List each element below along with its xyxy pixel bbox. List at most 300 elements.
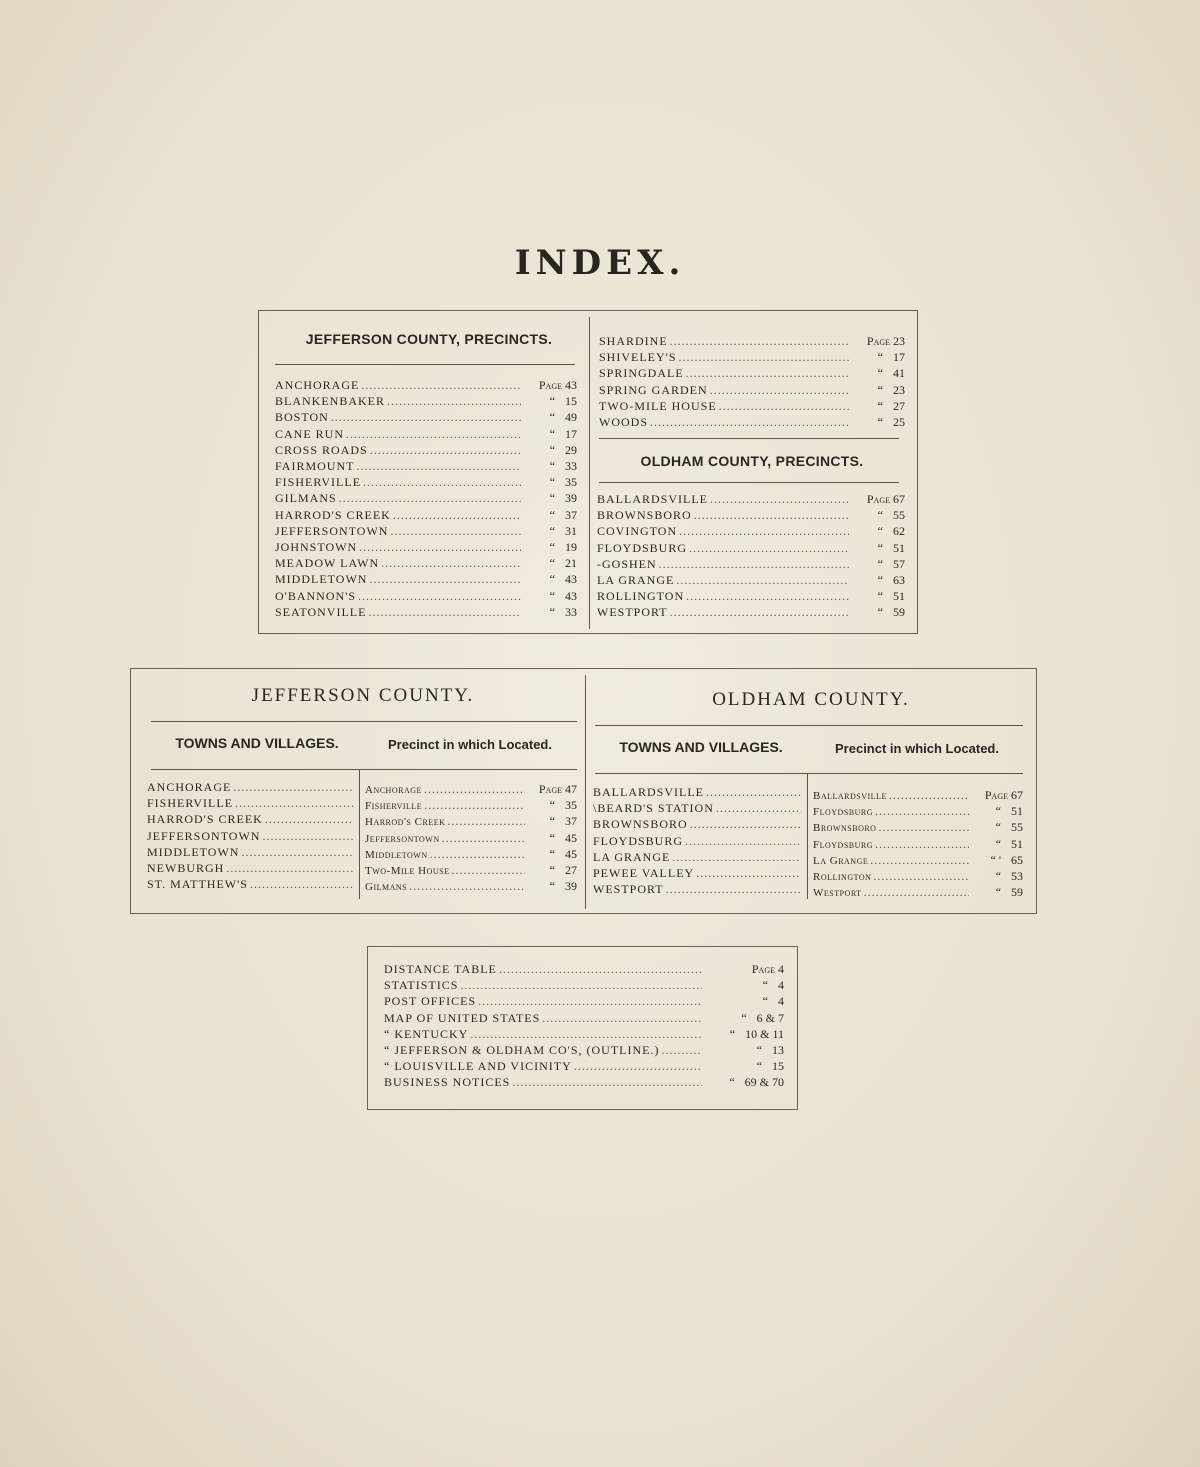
entry-page-ref — [851, 540, 905, 556]
leader-dots — [719, 398, 849, 414]
entry-page-ref — [523, 409, 577, 425]
entry-page-ref — [971, 868, 1023, 884]
leader-dots — [478, 993, 702, 1009]
leader-dots — [235, 795, 353, 811]
leader-dots — [424, 797, 525, 813]
entry-page-ref — [851, 556, 905, 572]
page-number: 43 — [565, 572, 577, 587]
page-label: “ — [549, 426, 555, 441]
page-label: “ — [549, 588, 555, 603]
page-label: “ — [741, 1010, 747, 1025]
index-entry — [384, 993, 784, 1009]
leader-dots — [346, 426, 521, 442]
page-number: 55 — [893, 508, 905, 523]
leader-dots — [870, 852, 969, 868]
page-label: “ — [549, 410, 555, 425]
entry-page-ref — [971, 787, 1023, 803]
entry-name: Jeffersontown — [365, 832, 440, 845]
leader-dots — [878, 819, 969, 835]
entry-page-ref — [851, 572, 905, 588]
town-entry — [593, 800, 803, 816]
index-entry — [597, 523, 905, 539]
index-entry — [597, 556, 905, 572]
leader-dots — [358, 588, 521, 604]
page-label: “ — [549, 556, 555, 571]
leader-dots — [679, 523, 849, 539]
leader-dots — [686, 588, 849, 604]
town-entry — [593, 816, 803, 832]
town-name: PEWEE VALLEY — [593, 866, 695, 880]
town-entry — [593, 865, 803, 881]
leader-dots — [381, 555, 521, 571]
index-entry — [275, 377, 577, 393]
entry-name: Anchorage — [365, 784, 422, 796]
page-number: 4 — [778, 962, 784, 976]
entry-name: HARROD'S CREEK — [275, 507, 391, 522]
entry-name: MAP OF UNITED STATES — [384, 1010, 541, 1025]
index-entry — [365, 781, 577, 798]
entry-page-ref — [851, 491, 905, 507]
page-number: 43 — [565, 588, 577, 603]
page-label: “ — [995, 820, 1001, 835]
page-label: “ — [877, 573, 883, 587]
index-entry — [384, 1058, 784, 1074]
page-label: Page — [984, 788, 1008, 802]
page-label: “ — [549, 394, 555, 409]
page-number: 51 — [893, 589, 905, 604]
page-number: 39 — [565, 879, 577, 894]
entry-name: SHIVELEY'S — [599, 350, 677, 365]
oldham-precincts-top-rule — [599, 438, 899, 439]
entry-page-ref — [523, 539, 577, 555]
leader-dots — [452, 862, 525, 878]
page-number: 29 — [565, 442, 577, 457]
index-entry — [275, 604, 577, 620]
entry-page-ref — [523, 442, 577, 458]
page-number: 55 — [1011, 820, 1023, 835]
page-label: “ — [877, 382, 883, 397]
entry-name: SPRING GARDEN — [599, 382, 708, 397]
entry-page-ref — [704, 993, 784, 1009]
leader-dots — [226, 860, 353, 876]
index-entry — [384, 1026, 784, 1042]
page-label: “ — [877, 556, 883, 571]
entry-name: GILMANS — [275, 491, 337, 506]
town-name: FISHERVILLE — [147, 796, 234, 811]
leader-dots — [390, 523, 521, 539]
page-number: 51 — [893, 540, 905, 555]
town-entry — [593, 784, 803, 800]
entry-name: Westport — [813, 887, 862, 900]
index-entry — [275, 588, 577, 604]
leader-dots — [430, 846, 525, 862]
page-number: 10 & 11 — [745, 1026, 784, 1041]
leader-dots — [447, 813, 525, 829]
page-number: 69 & 70 — [744, 1075, 784, 1090]
entry-name: ROLLINGTON — [597, 589, 685, 604]
entry-page-ref — [971, 803, 1023, 819]
page-label: “ — [549, 604, 555, 619]
leader-dots — [409, 878, 525, 894]
page-number: 57 — [893, 556, 905, 571]
index-entry — [813, 884, 1023, 901]
page-label: “ — [549, 863, 555, 877]
entry-page-ref — [523, 523, 577, 539]
page-number: 27 — [565, 863, 577, 877]
index-entry — [597, 507, 905, 523]
index-entry — [275, 426, 577, 442]
page-number: 27 — [893, 398, 905, 413]
index-entry — [275, 458, 577, 474]
page-label: “ — [762, 978, 768, 993]
leader-dots — [370, 442, 521, 458]
index-entry — [597, 588, 905, 604]
leader-dots — [368, 604, 521, 620]
town-entry — [147, 828, 355, 844]
index-entry — [597, 604, 905, 620]
index-entry — [275, 571, 577, 587]
entry-page-ref — [523, 588, 577, 604]
page-number: 35 — [565, 475, 577, 490]
page-label: “ — [549, 879, 555, 894]
entry-page-ref — [851, 398, 905, 414]
entry-name: FLOYDSBURG — [597, 540, 688, 555]
leader-dots — [650, 414, 849, 430]
entry-page-ref — [704, 1026, 784, 1042]
page-label: Page — [866, 492, 890, 506]
page-number: 35 — [565, 798, 577, 813]
leader-dots — [706, 784, 801, 800]
page-number: 37 — [565, 507, 577, 522]
leader-dots — [659, 556, 849, 572]
page-label: “ — [549, 798, 555, 813]
page-label: “ — [877, 589, 883, 604]
town-entry — [147, 876, 355, 892]
index-entry — [275, 539, 577, 555]
entry-name: Harrod's Creek — [365, 816, 446, 829]
page-number: 65 — [1011, 852, 1023, 867]
leader-dots — [460, 977, 702, 993]
entry-name: LA GRANGE — [597, 573, 675, 587]
leader-dots — [889, 787, 969, 803]
leader-dots — [690, 816, 801, 832]
page-label: “ — [762, 994, 768, 1009]
index-entry — [384, 1042, 784, 1058]
page-label: “ — [549, 491, 555, 506]
entry-name: MEADOW LAWN — [275, 556, 380, 571]
index-entry — [275, 409, 577, 425]
index-entry — [813, 787, 1023, 804]
entry-page-ref — [523, 458, 577, 474]
entry-page-ref — [523, 507, 577, 523]
index-entry — [365, 797, 577, 814]
entry-name: Two-Mile House — [365, 865, 450, 877]
page-label: “ — [877, 350, 883, 365]
page-label: “ — [549, 846, 555, 861]
entry-page-ref — [523, 555, 577, 571]
leader-dots — [689, 540, 849, 556]
index-entry — [365, 878, 577, 895]
towns-villages-box — [130, 668, 1037, 914]
town-name: JEFFERSONTOWN — [147, 828, 261, 843]
page-label: “ — [877, 366, 883, 381]
entry-page-ref — [971, 836, 1023, 852]
leader-dots — [716, 800, 801, 816]
entry-page-ref — [704, 961, 784, 977]
page-number: 37 — [565, 814, 577, 829]
entry-name: CANE RUN — [275, 426, 345, 441]
index-entry — [597, 491, 905, 507]
index-entry — [275, 490, 577, 506]
entry-page-ref — [527, 878, 577, 894]
page-number: 59 — [893, 605, 905, 620]
town-entry — [593, 833, 803, 849]
oldham-precinct-col-heading: Precinct in which Located. — [835, 741, 999, 756]
page-label: Page — [866, 334, 890, 348]
leader-dots — [356, 458, 521, 474]
page-label: “ — [549, 830, 555, 845]
entry-name: Fisherville — [365, 800, 423, 813]
entry-page-ref — [523, 377, 577, 393]
page-label: “ — [877, 508, 883, 523]
jefferson-precinct-col-heading: Precinct in which Located. — [388, 737, 552, 752]
leader-dots — [864, 884, 969, 900]
index-entry — [599, 382, 905, 398]
entry-name: Floydsburg — [813, 806, 874, 819]
jefferson-col-heading-rule — [151, 769, 577, 770]
entry-page-ref — [527, 813, 577, 829]
entry-name: STATISTICS — [384, 978, 459, 993]
precincts-index-box — [258, 310, 918, 634]
jefferson-col-divider — [359, 769, 360, 899]
index-entry — [275, 507, 577, 523]
page-number: 33 — [565, 604, 577, 619]
page-label: “ — [549, 523, 555, 538]
precincts-divider — [589, 317, 590, 629]
index-entry — [599, 398, 905, 414]
page-number: 45 — [565, 846, 577, 861]
index-entry — [275, 442, 577, 458]
page-label: “ — [995, 836, 1001, 851]
index-entry — [813, 803, 1023, 820]
leader-dots — [662, 1042, 703, 1058]
entry-name: SPRINGDALE — [599, 366, 684, 381]
page-number: 4 — [778, 978, 784, 993]
jefferson-precincts-heading: JEFFERSON COUNTY, PRECINCTS. — [305, 331, 553, 347]
page-label: “ — [877, 398, 883, 413]
entry-name: FISHERVILLE — [275, 475, 362, 490]
county-divider — [585, 675, 586, 909]
leader-dots — [363, 474, 521, 490]
entry-name: SEATONVILLE — [275, 604, 367, 619]
entry-page-ref — [523, 474, 577, 490]
page-label: “ — [877, 524, 883, 539]
leader-dots — [369, 571, 521, 587]
index-entry — [275, 474, 577, 490]
town-name: NEWBURGH — [147, 861, 225, 875]
page-number: 51 — [1011, 804, 1023, 819]
entry-page-ref — [527, 862, 577, 878]
leader-dots — [710, 382, 849, 398]
entry-page-ref — [527, 781, 577, 797]
leader-dots — [470, 1026, 702, 1042]
entry-name: FAIRMOUNT — [275, 459, 355, 473]
page-number: 31 — [565, 523, 577, 538]
jefferson-towns-col-heading: TOWNS AND VILLAGES. — [175, 735, 339, 751]
entry-page-ref — [851, 349, 905, 365]
leader-dots — [873, 868, 969, 884]
page-number: 25 — [893, 415, 905, 429]
town-entry — [593, 849, 803, 865]
index-entry — [365, 813, 577, 830]
index-entry — [599, 349, 905, 365]
entry-page-ref — [704, 1042, 784, 1058]
index-entry — [597, 540, 905, 556]
page-label: Page — [538, 378, 562, 392]
leader-dots — [361, 377, 521, 393]
entry-name: SHARDINE — [599, 334, 668, 348]
page-number: 17 — [893, 350, 905, 365]
page-number: 45 — [565, 830, 577, 845]
entry-page-ref — [527, 830, 577, 846]
leader-dots — [672, 849, 801, 865]
leader-dots — [679, 349, 850, 365]
page-number: 41 — [893, 366, 905, 381]
entry-page-ref — [851, 365, 905, 381]
town-entry — [147, 811, 355, 827]
page-number: 17 — [565, 426, 577, 441]
page-title: INDEX. — [514, 243, 686, 283]
entry-page-ref — [851, 523, 905, 539]
entry-page-ref — [704, 977, 784, 993]
page-label: “ — [729, 1026, 736, 1041]
entry-name: BALLARDSVILLE — [597, 492, 708, 506]
entry-page-ref — [523, 571, 577, 587]
page-number: 59 — [1011, 885, 1023, 900]
page-number: 19 — [565, 540, 577, 554]
entry-page-ref — [523, 490, 577, 506]
index-entry — [813, 836, 1023, 853]
town-name: ST. MATTHEW'S — [147, 877, 248, 892]
entry-page-ref — [851, 588, 905, 604]
entry-name: BUSINESS NOTICES — [384, 1075, 511, 1090]
index-entry — [384, 961, 784, 977]
leader-dots — [512, 1074, 702, 1090]
page-label: “ — [995, 885, 1001, 900]
entry-page-ref — [851, 507, 905, 523]
jefferson-county-heading: JEFFERSON COUNTY. — [251, 685, 475, 706]
page-label: “ — [756, 1059, 762, 1074]
page-number: 4 — [778, 994, 784, 1009]
page-number: 67 — [1011, 788, 1023, 802]
entry-name: CROSS ROADS — [275, 442, 368, 457]
page-number: 39 — [565, 491, 577, 506]
leader-dots — [666, 881, 801, 897]
page-number: 23 — [893, 334, 905, 348]
index-entry — [813, 868, 1023, 885]
entry-page-ref — [527, 797, 577, 813]
entry-name: Gilmans — [365, 881, 408, 894]
entry-name: Brownsboro — [813, 822, 877, 835]
oldham-towns-col-heading: TOWNS AND VILLAGES. — [619, 739, 783, 755]
entry-page-ref — [523, 604, 577, 620]
leader-dots — [686, 365, 849, 381]
page-label: “ — [729, 1075, 735, 1090]
leader-dots — [262, 828, 353, 844]
entry-name: “ KENTUCKY — [384, 1026, 469, 1041]
index-entry — [813, 819, 1023, 836]
entry-name: BROWNSBORO — [597, 508, 692, 523]
entry-name: POST OFFICES — [384, 994, 477, 1009]
index-entry — [384, 1010, 784, 1026]
leader-dots — [676, 572, 849, 588]
entry-name: JEFFERSONTOWN — [275, 523, 389, 538]
entry-name: DISTANCE TABLE — [384, 962, 497, 976]
entry-name: Ballardsville — [813, 790, 887, 802]
entry-page-ref — [851, 333, 905, 349]
page-number: 51 — [1011, 836, 1023, 851]
town-entry — [147, 860, 355, 876]
page-label: “ — [549, 475, 555, 490]
town-name: MIDDLETOWN — [147, 844, 240, 859]
oldham-county-heading: OLDHAM COUNTY. — [712, 689, 910, 710]
page-number: 49 — [565, 410, 577, 425]
index-entry — [599, 365, 905, 381]
entry-name: Floydsburg — [813, 838, 874, 851]
leader-dots — [875, 803, 969, 819]
leader-dots — [499, 961, 702, 977]
entry-name: MIDDLETOWN — [275, 572, 368, 587]
leader-dots — [241, 844, 353, 860]
entry-name: “ JEFFERSON & OLDHAM CO'S, (OUTLINE.) — [384, 1043, 660, 1057]
oldham-county-heading-rule — [595, 725, 1023, 726]
leader-dots — [265, 811, 353, 827]
entry-name: ANCHORAGE — [275, 378, 360, 392]
leader-dots — [424, 781, 525, 797]
page-label: “ — [549, 459, 555, 473]
page-label: “ — [549, 572, 555, 587]
leader-dots — [233, 779, 353, 795]
oldham-col-divider — [807, 773, 808, 899]
page-label: “ — [995, 804, 1001, 819]
town-name: WESTPORT — [593, 882, 664, 897]
page-number: 43 — [565, 378, 577, 392]
town-entry — [147, 779, 355, 795]
entry-page-ref — [704, 1074, 784, 1090]
page-number: 67 — [893, 492, 905, 506]
entry-page-ref — [971, 819, 1023, 835]
page-number: 63 — [893, 573, 905, 587]
entry-name: WOODS — [599, 415, 648, 429]
index-entry — [599, 414, 905, 430]
index-entry — [365, 830, 577, 847]
page-label: “ ' — [990, 852, 1001, 867]
entry-page-ref — [527, 846, 577, 862]
town-name: BALLARDSVILLE — [593, 785, 704, 799]
town-entry — [593, 881, 803, 897]
entry-page-ref — [971, 852, 1023, 868]
page-label: “ — [549, 507, 555, 522]
leader-dots — [331, 409, 521, 425]
index-entry — [275, 393, 577, 409]
page-number: 62 — [893, 524, 905, 539]
jefferson-county-heading-rule — [151, 721, 577, 722]
page-label: Page — [751, 962, 775, 976]
leader-dots — [670, 604, 849, 620]
page-label: “ — [995, 869, 1001, 883]
page-number: 23 — [893, 382, 905, 397]
leader-dots — [875, 836, 969, 852]
